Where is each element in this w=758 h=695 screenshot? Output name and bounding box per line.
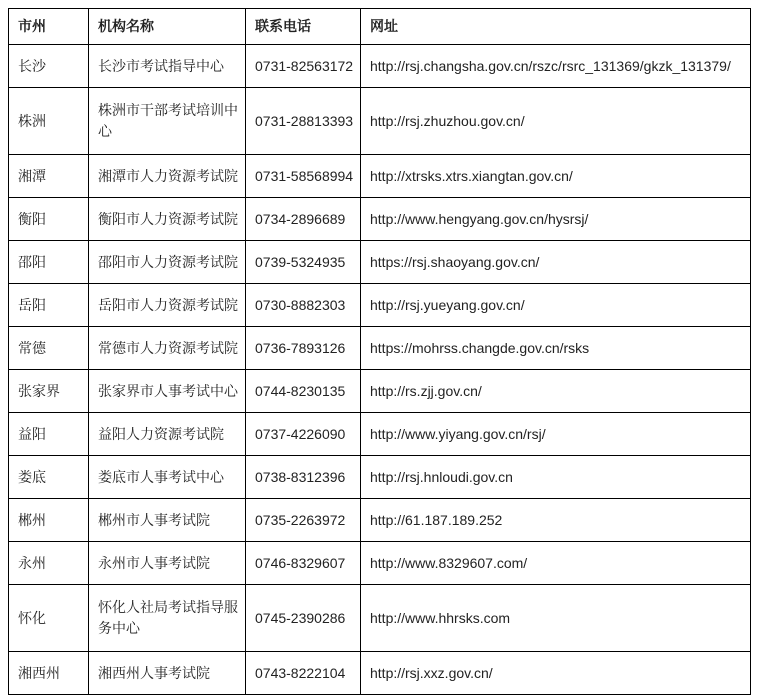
cell-url: http://rsj.hnloudi.gov.cn: [361, 456, 751, 499]
cell-url: https://mohrss.changde.gov.cn/rsks: [361, 327, 751, 370]
cell-phone: 0731-58568994: [246, 155, 361, 198]
table-header-row: [9, 9, 751, 45]
cell-phone: 0731-28813393: [246, 88, 361, 155]
cell-phone: 0738-8312396: [246, 456, 361, 499]
table-row: [9, 45, 751, 88]
cell-url: http://rsj.zhuzhou.gov.cn/: [361, 88, 751, 155]
cell-url: http://www.yiyang.gov.cn/rsj/: [361, 413, 751, 456]
cell-city: 常德: [9, 327, 89, 370]
cell-institution: 娄底市人事考试中心: [89, 456, 246, 499]
cell-url: http://rs.zjj.gov.cn/: [361, 370, 751, 413]
column-header-phone: 联系电话: [246, 9, 361, 45]
cell-phone: 0744-8230135: [246, 370, 361, 413]
cell-url: http://rsj.yueyang.gov.cn/: [361, 284, 751, 327]
cell-institution: 益阳人力资源考试院: [89, 413, 246, 456]
cell-institution: 长沙市考试指导中心: [89, 45, 246, 88]
table-row: [9, 370, 751, 413]
cell-phone: 0743-8222104: [246, 652, 361, 695]
cell-phone: 0746-8329607: [246, 542, 361, 585]
table-row: [9, 542, 751, 585]
column-header-institution: 机构名称: [89, 9, 246, 45]
cell-institution: 永州市人事考试院: [89, 542, 246, 585]
cell-institution: 怀化人社局考试指导服务中心: [89, 585, 246, 652]
cell-url: https://rsj.shaoyang.gov.cn/: [361, 241, 751, 284]
cell-city: 永州: [9, 542, 89, 585]
column-header-city: 市州: [9, 9, 89, 45]
cell-url: http://rsj.changsha.gov.cn/rszc/rsrc_131369/gkzk_131379/: [361, 45, 751, 88]
table-row: [9, 284, 751, 327]
table-row: [9, 88, 751, 155]
cell-institution: 邵阳市人力资源考试院: [89, 241, 246, 284]
cell-phone: 0735-2263972: [246, 499, 361, 542]
table-row: [9, 585, 751, 652]
cell-city: 衡阳: [9, 198, 89, 241]
cell-phone: 0736-7893126: [246, 327, 361, 370]
cell-institution: 株洲市干部考试培训中心: [89, 88, 246, 155]
cell-institution: 常德市人力资源考试院: [89, 327, 246, 370]
cell-city: 怀化: [9, 585, 89, 652]
cell-institution: 湘西州人事考试院: [89, 652, 246, 695]
cell-city: 娄底: [9, 456, 89, 499]
table-row: [9, 241, 751, 284]
cell-url: http://xtrsks.xtrs.xiangtan.gov.cn/: [361, 155, 751, 198]
cell-city: 益阳: [9, 413, 89, 456]
cell-phone: 0730-8882303: [246, 284, 361, 327]
table-header: [9, 9, 751, 45]
cell-institution: 郴州市人事考试院: [89, 499, 246, 542]
cell-phone: 0737-4226090: [246, 413, 361, 456]
cell-city: 湘潭: [9, 155, 89, 198]
cell-institution: 湘潭市人力资源考试院: [89, 155, 246, 198]
cell-institution: 衡阳市人力资源考试院: [89, 198, 246, 241]
cell-city: 岳阳: [9, 284, 89, 327]
cell-city: 郴州: [9, 499, 89, 542]
table-row: [9, 413, 751, 456]
table-row: [9, 327, 751, 370]
cell-url: http://rsj.xxz.gov.cn/: [361, 652, 751, 695]
cell-phone: 0739-5324935: [246, 241, 361, 284]
cell-institution: 岳阳市人力资源考试院: [89, 284, 246, 327]
table-row: [9, 456, 751, 499]
cell-city: 湘西州: [9, 652, 89, 695]
table-row: [9, 198, 751, 241]
cell-url: http://www.8329607.com/: [361, 542, 751, 585]
cell-url: http://www.hhrsks.com: [361, 585, 751, 652]
table-row: [9, 499, 751, 542]
table-body: [9, 45, 751, 695]
column-header-url: 网址: [361, 9, 751, 45]
cell-phone: 0734-2896689: [246, 198, 361, 241]
cell-url: http://www.hengyang.gov.cn/hysrsj/: [361, 198, 751, 241]
cell-phone: 0745-2390286: [246, 585, 361, 652]
exam-centers-contact-table: [8, 8, 751, 695]
cell-institution: 张家界市人事考试中心: [89, 370, 246, 413]
cell-phone: 0731-82563172: [246, 45, 361, 88]
table-row: [9, 155, 751, 198]
cell-city: 邵阳: [9, 241, 89, 284]
table-row: [9, 652, 751, 695]
cell-city: 张家界: [9, 370, 89, 413]
cell-city: 长沙: [9, 45, 89, 88]
cell-city: 株洲: [9, 88, 89, 155]
cell-url: http://61.187.189.252: [361, 499, 751, 542]
